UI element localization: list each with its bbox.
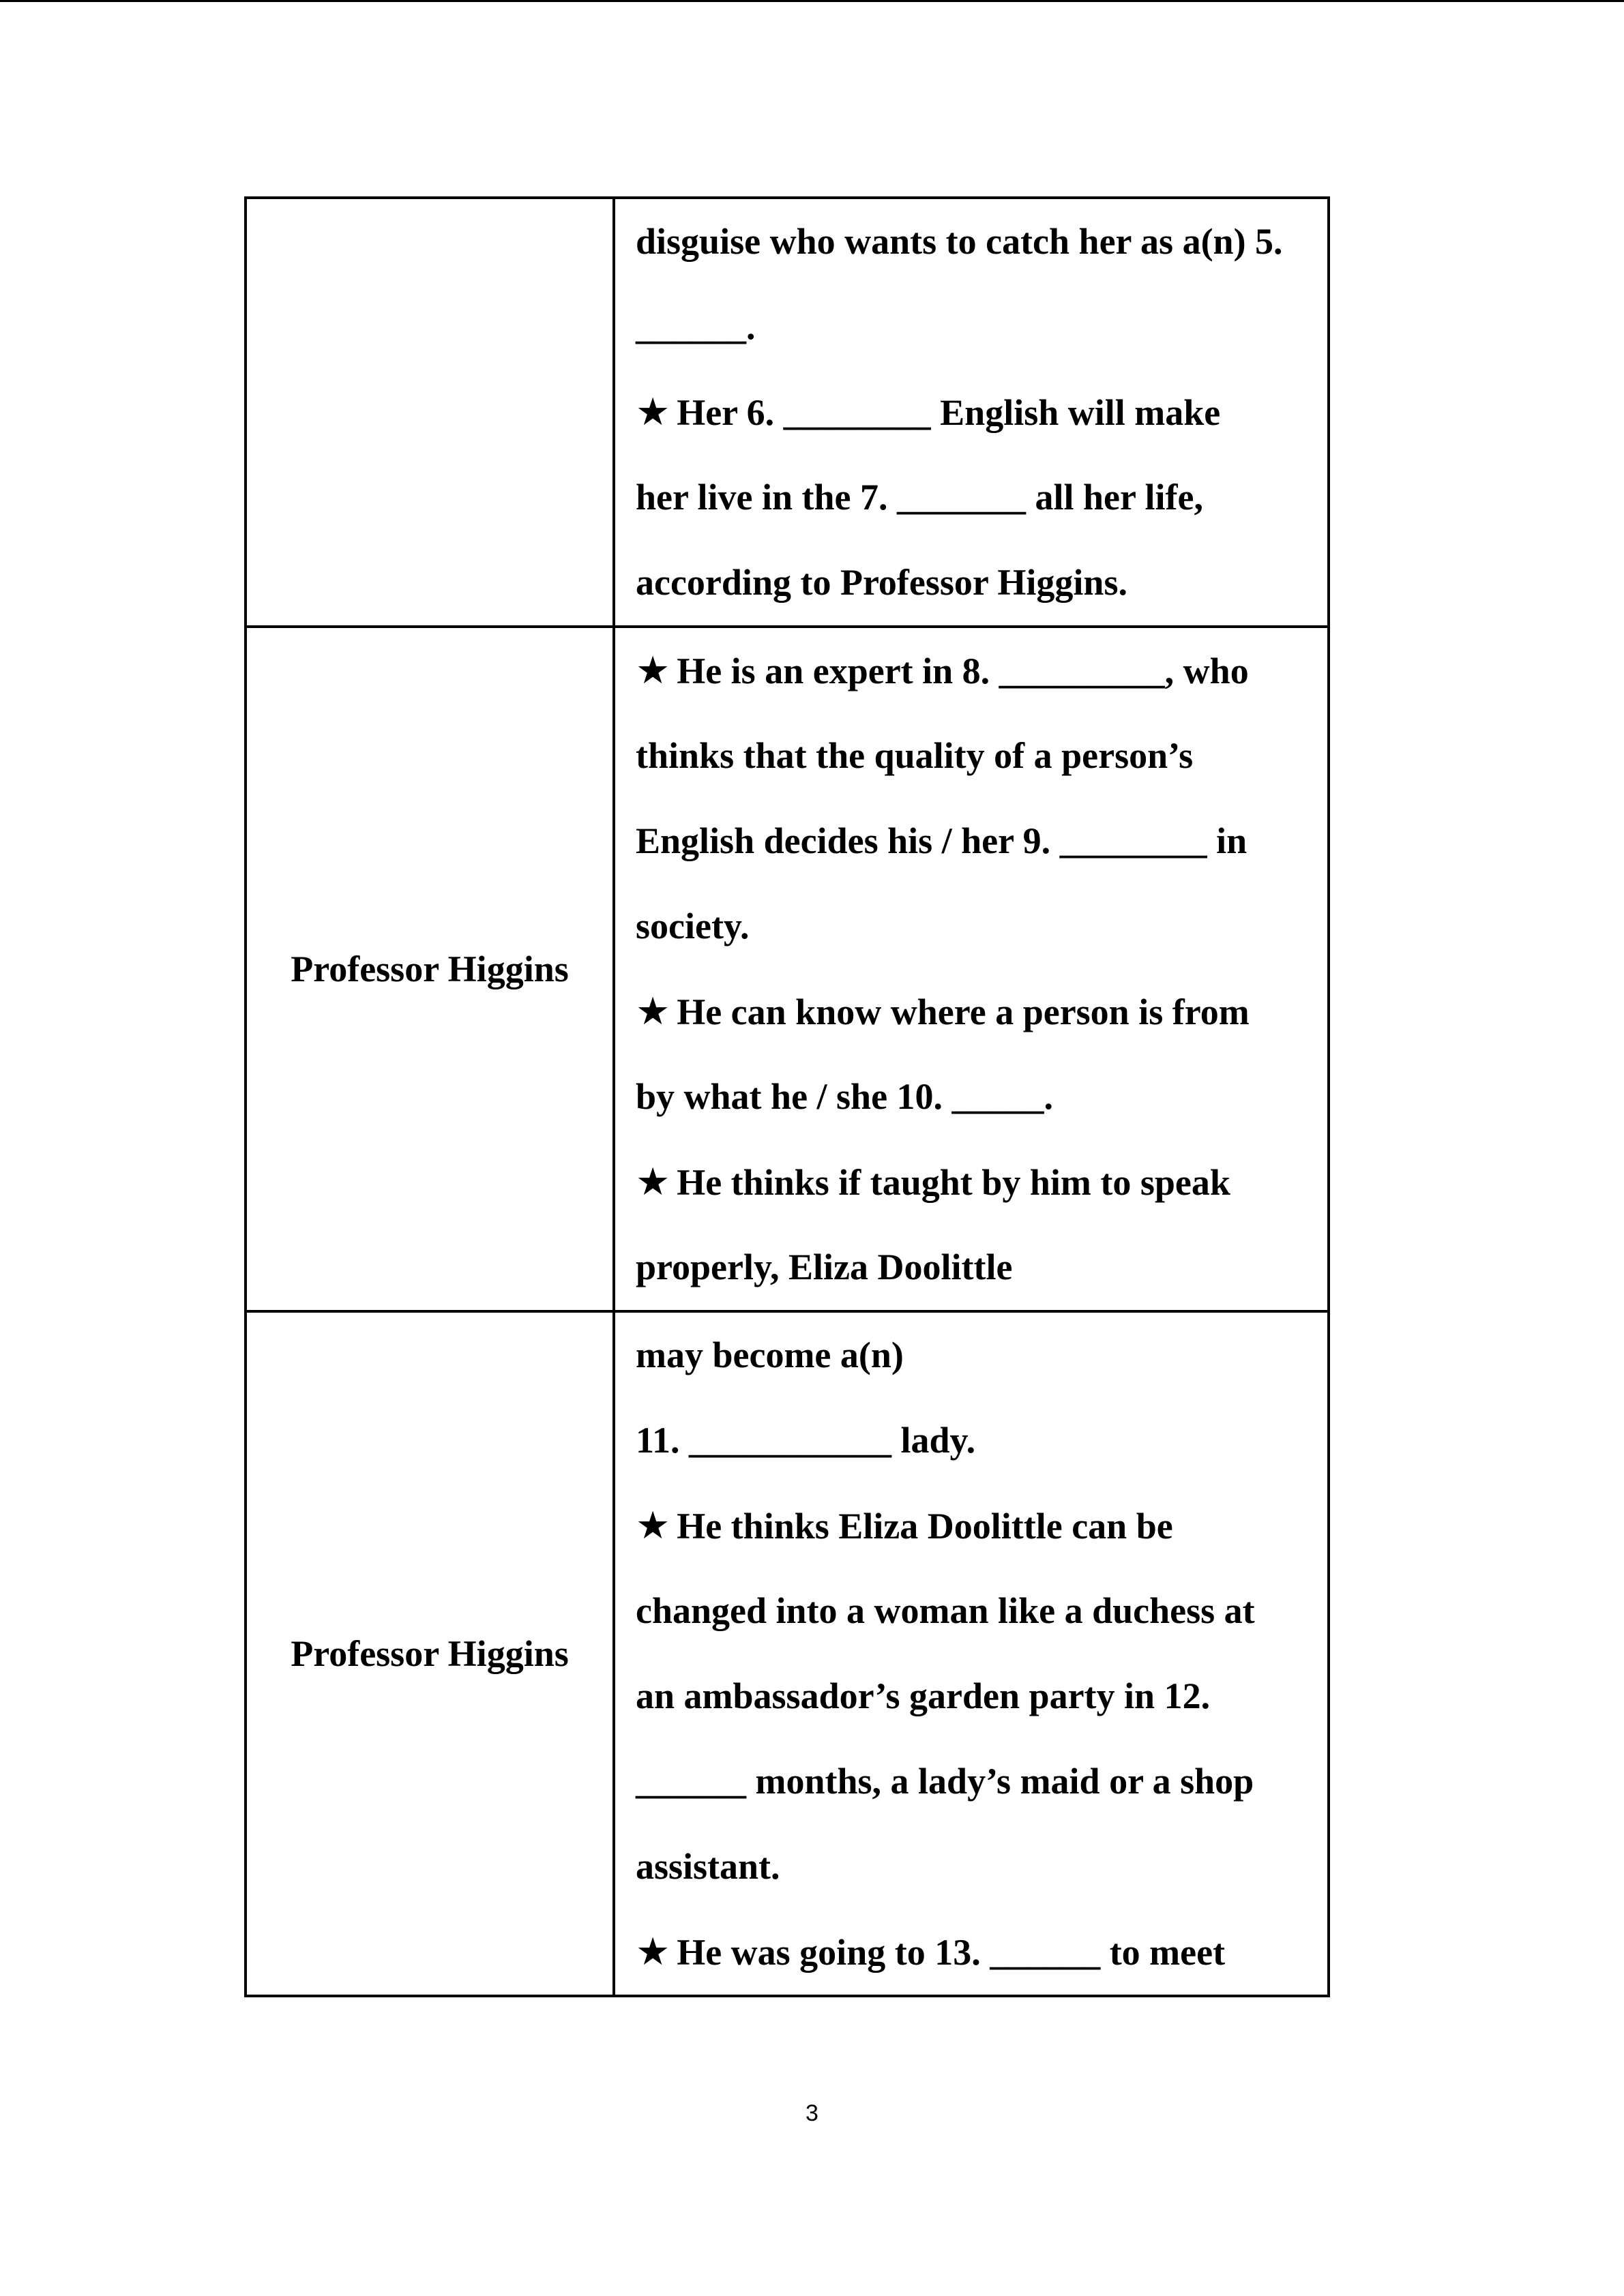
text-line: assistant. [636,1846,780,1887]
text-line: may become a(n) [636,1335,904,1375]
star-icon: ★ [636,1504,670,1548]
star-icon: ★ [636,1930,670,1974]
star-icon: ★ [636,1160,670,1204]
star-icon: ★ [636,390,670,434]
text-line: 11. ___________ lady. [636,1420,976,1461]
text-line: English decides his / her 9. ________ in [636,820,1247,861]
table-row [246,1311,1329,1996]
table-row [246,627,1329,1311]
text-line: her live in the 7. _______ all her life, [636,477,1203,518]
star-icon: ★ [636,989,670,1034]
text-line: ______ months, a lady’s maid or a shop [636,1761,1254,1802]
text-line: disguise who wants to catch her as a(n) 5. [636,221,1283,262]
table-row [246,198,1329,627]
description-cell [614,198,1329,627]
text-line: ★ Her 6. ________ English will make [636,390,1221,434]
page-number: 3 [806,2100,818,2126]
character-name-cell: Professor Higgins [246,627,614,1311]
page-top-border [0,0,1624,2]
text-line: according to Professor Higgins. [636,562,1127,603]
text-line: properly, Eliza Doolittle [636,1247,1013,1287]
character-name-cell: Professor Higgins [246,1311,614,1996]
text-line: thinks that the quality of a person’s [636,735,1194,776]
description-cell [614,1311,1329,1996]
text-line: ★ He was going to 13. ______ to meet [636,1930,1226,1974]
text-line: society. [636,906,750,946]
text-line: ★ He thinks Eliza Doolittle can be [636,1504,1173,1548]
text-line: changed into a woman like a duchess at [636,1590,1255,1631]
character-table [244,196,1330,1997]
character-name-cell [246,198,614,627]
text-line: ★ He is an expert in 8. _________, who [636,648,1249,693]
text-line: ______. [636,306,756,347]
text-line: by what he / she 10. _____. [636,1076,1054,1117]
text-line: ★ He can know where a person is from [636,989,1250,1034]
text-line: ★ He thinks if taught by him to speak [636,1160,1230,1204]
text-line: an ambassador’s garden party in 12. [636,1675,1211,1716]
description-cell [614,627,1329,1311]
star-icon: ★ [636,648,670,693]
